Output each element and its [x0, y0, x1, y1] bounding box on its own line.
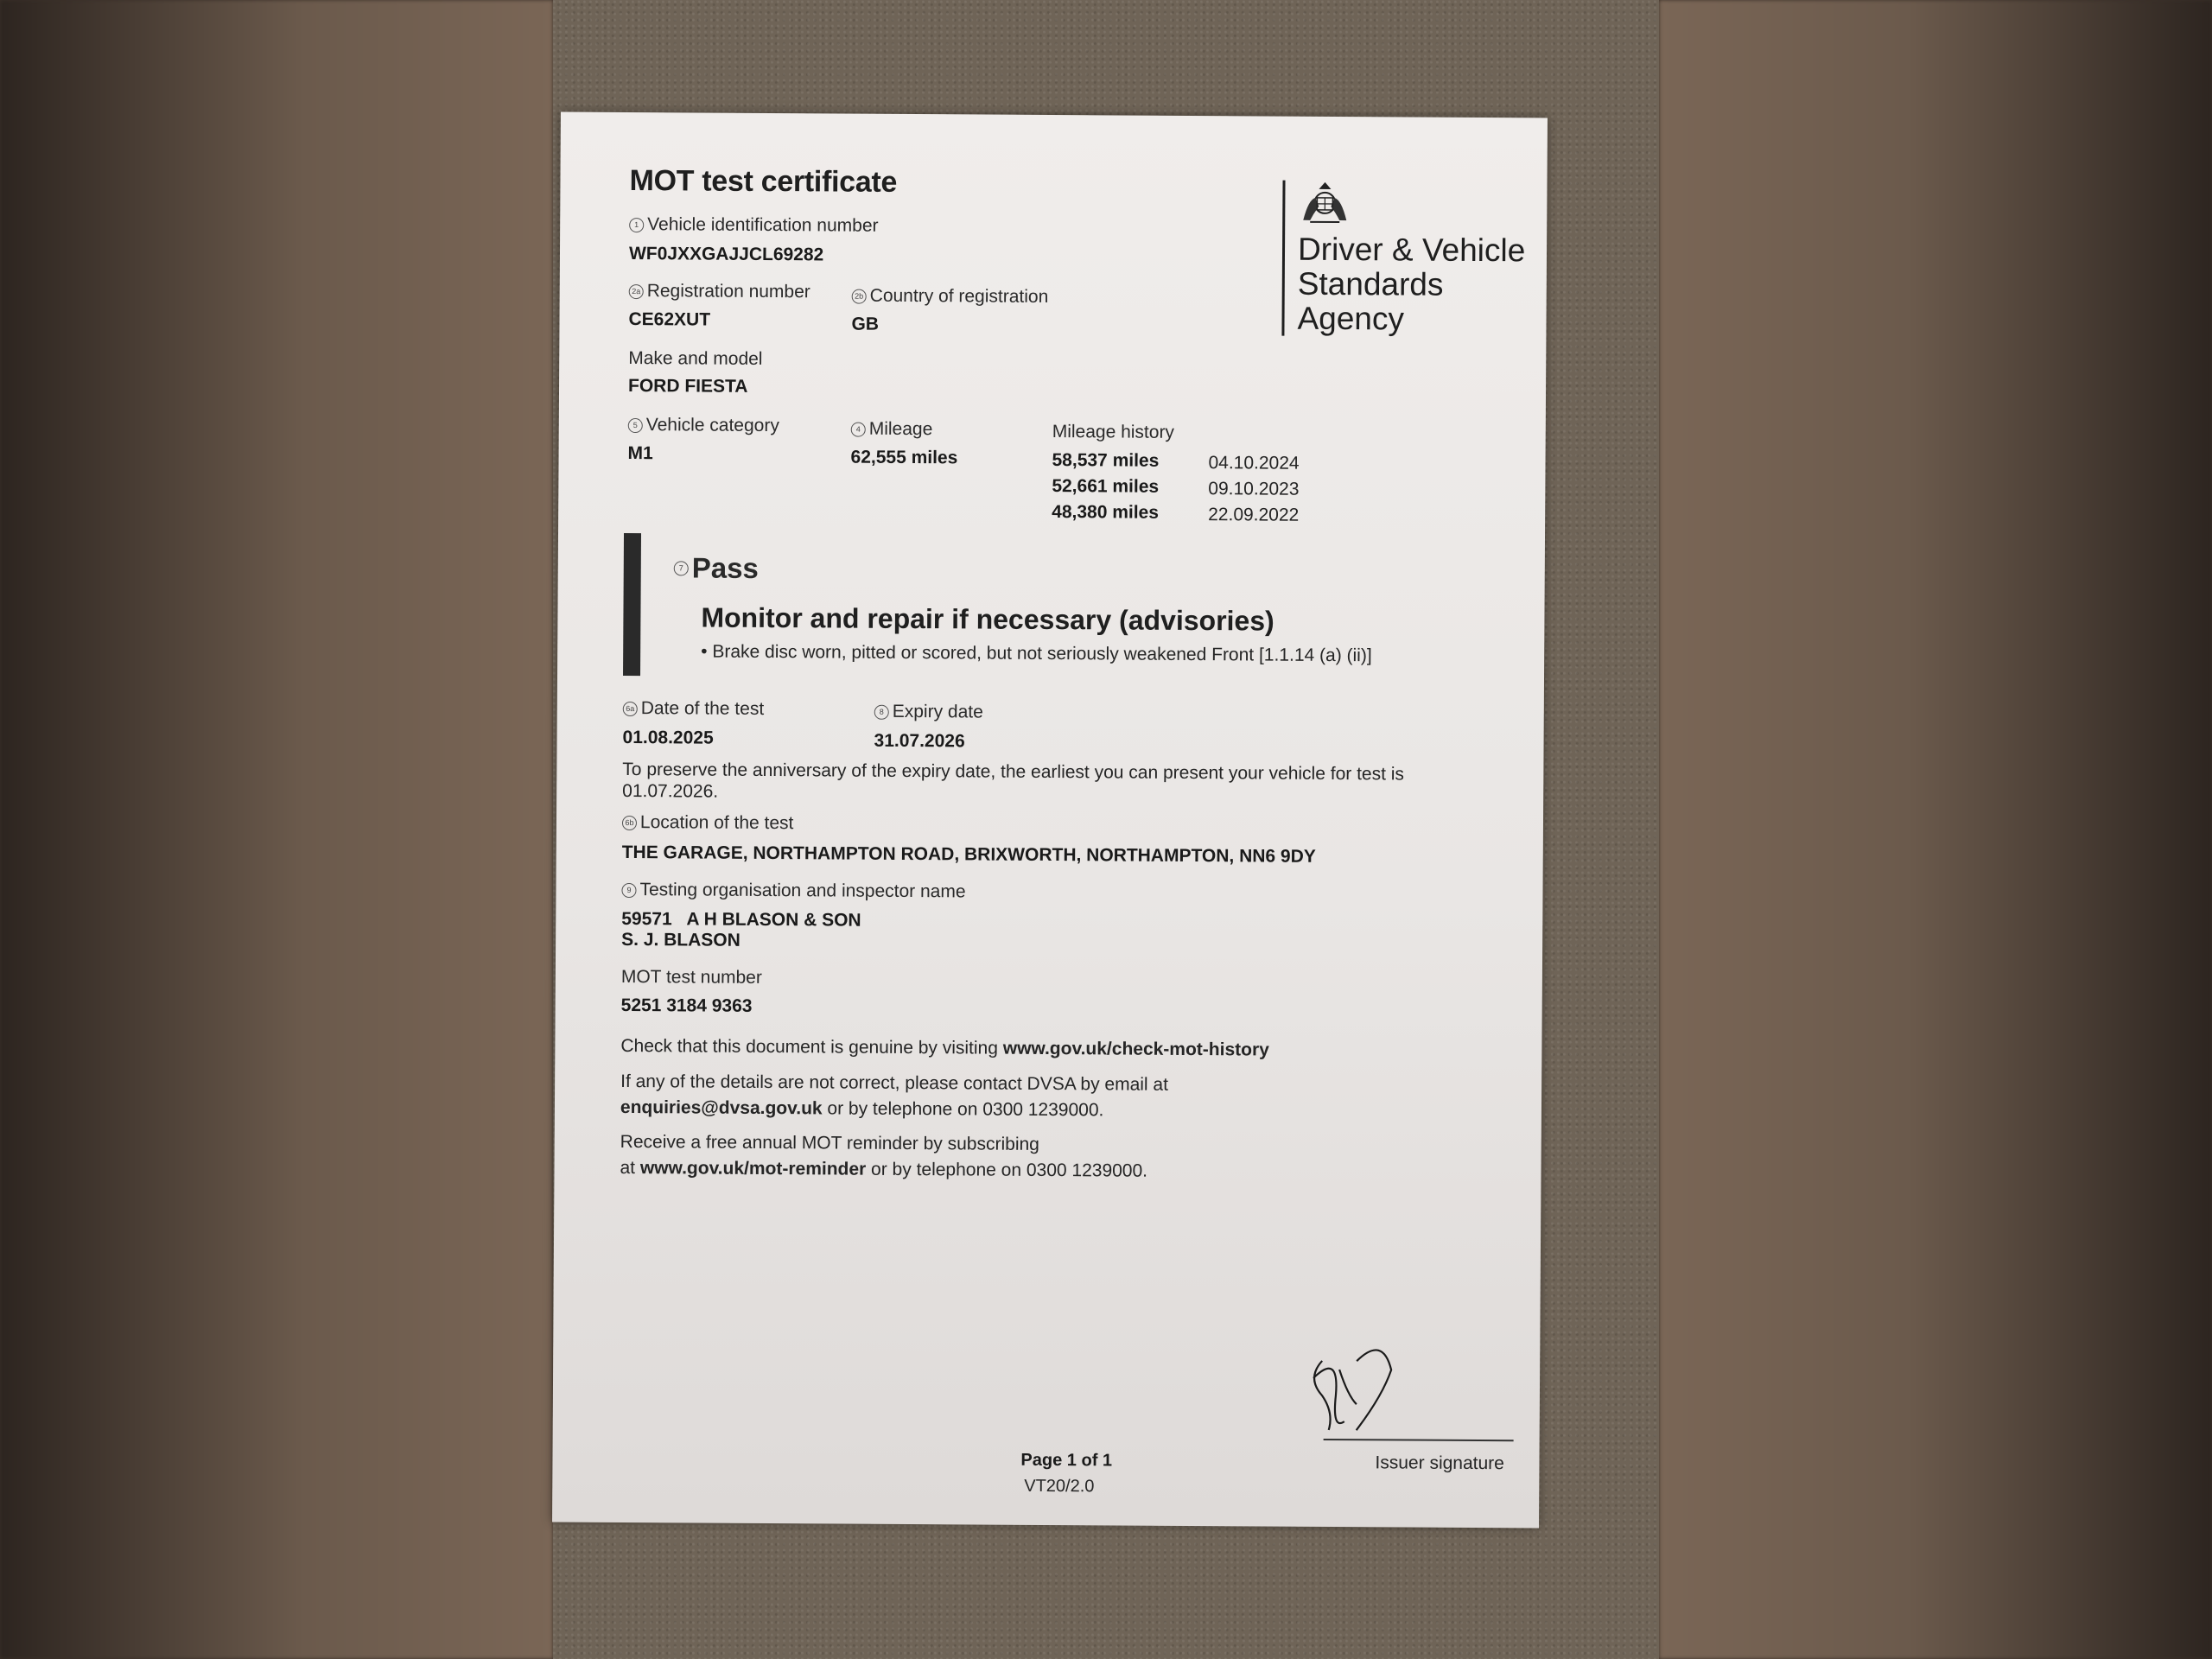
testing-org-label: 9 Testing organisation and inspector name	[621, 880, 965, 902]
expiry-date-label: 8 Expiry date	[874, 702, 983, 723]
field-number: 4	[851, 422, 866, 436]
location-label: 6b Location of the test	[622, 812, 794, 834]
test-date-label: 6a Date of the test	[623, 698, 765, 720]
reminder-line2: at www.gov.uk/mot-reminder or by telephone on 0300 1239000.	[620, 1157, 1148, 1181]
background-right	[1659, 0, 2212, 1659]
test-number-label: MOT test number	[620, 966, 762, 988]
issuer-signature	[1305, 1344, 1409, 1440]
advisory-heading: Monitor and repair if necessary (advisories)	[701, 601, 1274, 637]
make-model-value: FORD FIESTA	[627, 376, 748, 397]
check-genuine-text: Check that this document is genuine by visiting www.gov.uk/check-mot-history	[620, 1035, 1269, 1060]
country-label: 2b Country of registration	[852, 286, 1049, 308]
contact-line1: If any of the details are not correct, please contact DVSA by email at	[620, 1071, 1169, 1095]
dvsa-divider	[1281, 181, 1285, 336]
anniversary-note: To preserve the anniversary of the expiry date, the earliest you can present your vehicle for test is 01.07.2026.	[622, 759, 1405, 802]
test-number-value: 5251 3184 9363	[620, 995, 753, 1016]
mileage-value: 62,555 miles	[850, 447, 958, 468]
field-number: 2b	[852, 289, 867, 303]
field-number: 1	[629, 218, 644, 232]
make-model-label: Make and model	[628, 348, 763, 369]
testing-org-line1: 59571 A H BLASON & SON	[621, 908, 861, 931]
document-title: MOT test certificate	[629, 164, 898, 199]
signature-line	[1324, 1439, 1514, 1441]
signature-label: Issuer signature	[1375, 1452, 1504, 1474]
reminder-line1: Receive a free annual MOT reminder by subscribing	[620, 1131, 1039, 1154]
mot-reminder-link: www.gov.uk/mot-reminder	[639, 1158, 867, 1179]
contact-line2: enquiries@dvsa.gov.uk or by telephone on 0300 1239000.	[620, 1096, 1104, 1121]
field-number: 8	[874, 704, 889, 719]
check-mot-history-link: www.gov.uk/check-mot-history	[1002, 1038, 1269, 1060]
mileage-history-label: Mileage history	[1052, 422, 1175, 442]
mileage-label: 4 Mileage	[851, 419, 933, 441]
page-label: Page 1 of 1	[1020, 1450, 1113, 1471]
inspector-name: S. J. BLASON	[621, 929, 741, 950]
background-left	[0, 0, 553, 1659]
location-value: THE GARAGE, NORTHAMPTON ROAD, BRIXWORTH, NORTHAMPTON, NN6 9DY	[621, 842, 1316, 867]
registration-value: CE62XUT	[628, 309, 711, 330]
mileage-history-miles-2: 48,380 miles	[1052, 502, 1160, 523]
royal-crest-icon	[1298, 177, 1351, 227]
field-number: 9	[621, 882, 636, 897]
field-number: 6a	[623, 701, 638, 715]
vin-value: WF0JXXGAJJCL69282	[628, 244, 824, 265]
category-label: 5 Vehicle category	[628, 415, 779, 436]
mileage-history-date-1: 09.10.2023	[1208, 479, 1300, 499]
field-number: 2a	[629, 284, 644, 299]
expiry-date-value: 31.07.2026	[874, 730, 965, 752]
vin-label: 1 Vehicle identification number	[629, 214, 878, 237]
mileage-history-date-0: 04.10.2024	[1208, 453, 1300, 474]
country-value: GB	[851, 314, 880, 334]
registration-label: 2a Registration number	[629, 281, 810, 302]
contact-email: enquiries@dvsa.gov.uk	[620, 1096, 823, 1119]
mileage-history-date-2: 22.09.2022	[1208, 505, 1300, 525]
advisory-item: • Brake disc worn, pitted or scored, but not seriously weakened Front [1.1.14 (a) (ii)]	[701, 641, 1372, 666]
field-number: 7	[674, 561, 689, 575]
category-value: M1	[627, 443, 653, 464]
mileage-history-miles-0: 58,537 miles	[1052, 450, 1160, 471]
field-number: 5	[628, 418, 643, 433]
mot-certificate-page	[552, 112, 1548, 1529]
test-date-value: 01.08.2025	[622, 727, 714, 748]
form-code: VT20/2.0	[1024, 1476, 1095, 1497]
mileage-history-miles-1: 52,661 miles	[1052, 476, 1160, 497]
result-status: 7 Pass	[674, 551, 759, 585]
agency-name: Driver & Vehicle Standards Agency	[1297, 231, 1526, 337]
result-bar	[623, 533, 641, 676]
field-number: 6b	[622, 815, 637, 830]
